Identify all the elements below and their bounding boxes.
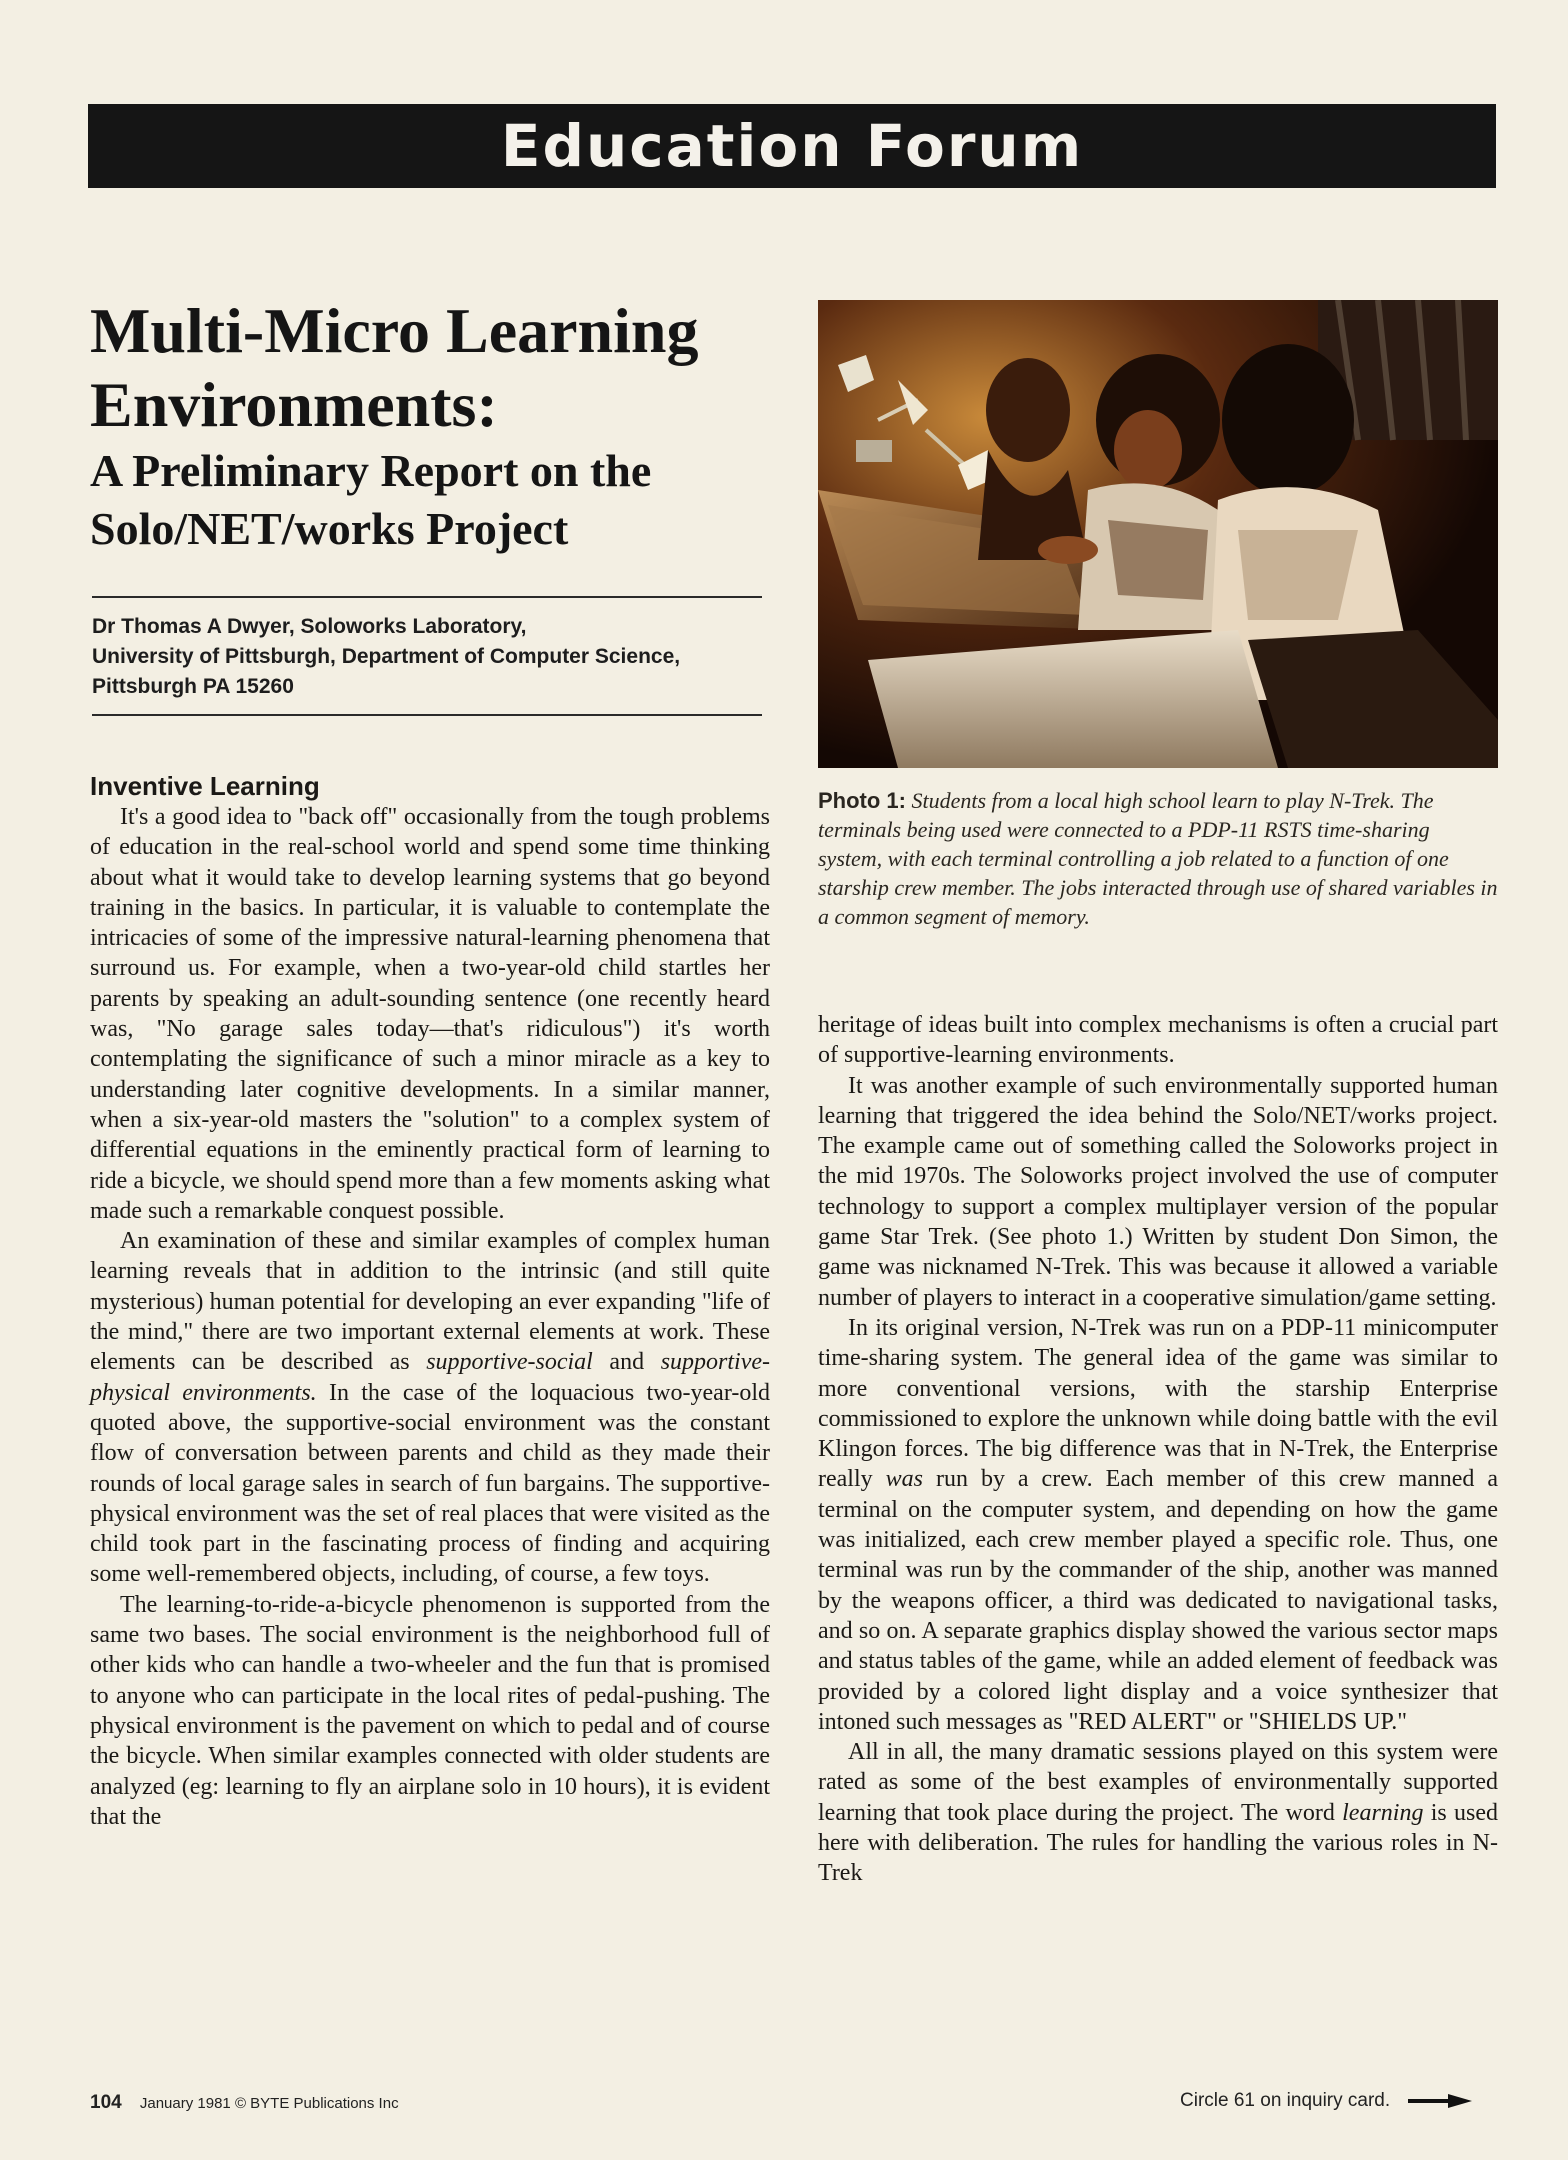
paragraph: All in all, the many dramatic sessions played on this system were rated as some of the best examples of environmentally supported learning that took place during the project. The word learning is used here with deliberation. The rules for handling the various roles in N-Trek — [818, 1739, 1499, 1887]
subtitle-line-2: Solo/NET/works Project — [90, 503, 569, 554]
caption-text: Students from a local high school learn to play N-Trek. The terminals being used were connected to a PDP-11 RSTS time-sharing system, with each terminal controlling a job related to a function of one starship crew member. The jobs interacted through use of shared variables in a common segment of memory. — [818, 788, 1498, 929]
byline-line-2: University of Pittsburgh, Department of Computer Science, — [92, 645, 681, 668]
issue-credit: January 1981 © BYTE Publications Inc — [139, 2095, 399, 2112]
left-column — [90, 770, 770, 1832]
byline-line-1: Dr Thomas A Dwyer, Soloworks Laboratory, — [92, 615, 527, 638]
author-byline — [92, 596, 762, 716]
paragraph: In its original version, N-Trek was run on a PDP-11 minicomputer time-sharing system. The general idea of the game was similar to more conventional versions, with the starship Enterprise commissioned to explore the unknown while doing battle with the evil Klingon forces. The big difference was that in N-Trek, the Enterprise really was run by a crew. Each member of this crew manned a terminal on the computer system, and depending on how the game was initialized, each crew member played a specific role. Thus, one terminal was run by the commander of the ship, another was manned by the weapons officer, a third was dedicated to navigational tasks, and so on. A separate graphics display showed the various sector maps and status tables of the game, while an added element of feedback was provided by a colored light display and a voice synthesizer that intoned such messages as "RED ALERT" or "SHIELDS UP." — [818, 1314, 1499, 1735]
section-heading: Inventive Learning — [90, 771, 320, 801]
paragraph: The learning-to-ride-a-bicycle phenomenon is supported from the same two bases. The social environment is the neighborhood full of other kids who can handle a two-wheeler and the fun that is promised to anyone who can participate in the local rites of pedal-pushing. The physical environment is the pavement on which to pedal and of course the bicycle. When similar examples connected with older students are analyzed (eg: learning to fly an airplane solo in 10 hours), it is evident that the — [90, 1591, 770, 1830]
page-number: 104 — [90, 2092, 122, 2113]
paragraph: heritage of ideas built into complex mechanisms is often a crucial part of supportive-learning environments. — [818, 1012, 1498, 1069]
paragraph: It was another example of such environmentally supported human learning that triggered the idea behind the Solo/NET/works project. The example came out of something called the Soloworks project in the mid 1970s. The Soloworks project involved the use of computer technology to support a complex multiplayer version of the popular game Star Trek. (See photo 1.) Written by student Don Simon, the game was nicknamed N-Trek. This was because it allowed a variable number of players to interact in a cooperative simulation/game setting. — [818, 1072, 1498, 1311]
title-line-1: Multi-Micro Learning — [90, 295, 699, 366]
photo-caption — [818, 786, 1498, 931]
article-subtitle — [90, 442, 790, 558]
paragraph: It's a good idea to "back off" occasionally from the tough problems of education in the real-school world and spend some time thinking about what it would take to develop learning systems that go beyond training in the basics. In particular, it is valuable to contemplate the intricacies of some of the impressive natural-learning phenomena that surround us. For example, when a two-year-old child startles her parents by speaking an adult-sounding sentence (one recently heard was, "No garage sales today—that's ridiculous") it's worth contemplating the significance of such a minor miracle as a key to understanding later cognitive developments. In a similar manner, when a six-year-old masters the "solution" to a complex system of differential equations in the eminently practical form of learning to ride a bicycle, we should spend more than a few moments asking what made such a remarkable conquest possible. — [90, 804, 770, 1224]
right-column — [818, 1010, 1498, 1889]
byline-line-3: Pittsburgh PA 15260 — [92, 675, 294, 698]
subtitle-line-1: A Preliminary Report on the — [90, 445, 652, 496]
banner-title: Education Forum — [500, 112, 1084, 180]
caption-label: Photo 1: — [818, 788, 906, 813]
section-banner — [88, 104, 1496, 188]
inquiry-note — [1180, 2090, 1472, 2112]
students-at-terminals-photo — [818, 300, 1498, 768]
page-footer — [90, 2092, 399, 2114]
article-title — [90, 294, 790, 442]
article-title-block — [90, 294, 790, 558]
title-line-2: Environments: — [90, 369, 498, 440]
article-photo — [818, 300, 1498, 768]
inquiry-text: Circle 61 on inquiry card. — [1180, 2090, 1391, 2111]
paragraph: An examination of these and similar examples of complex human learning reveals that in addition to the intrinsic (and still quite mysterious) human potential for developing an ever expanding "life of the mind," there are two important external elements at work. These elements can be described as supportive-social and supportive-physical environments. In the case of the loquacious two-year-old quoted above, the supportive-social environment was the constant flow of conversation between parents and child as they made their rounds of local garage sales in search of fun bargains. The supportive-physical environment was the set of real places that were visited as the child took part in the fascinating process of finding and acquiring some well-remembered objects, including, of course, a few toys. — [90, 1228, 770, 1588]
right-arrow-icon — [1408, 2093, 1472, 2109]
